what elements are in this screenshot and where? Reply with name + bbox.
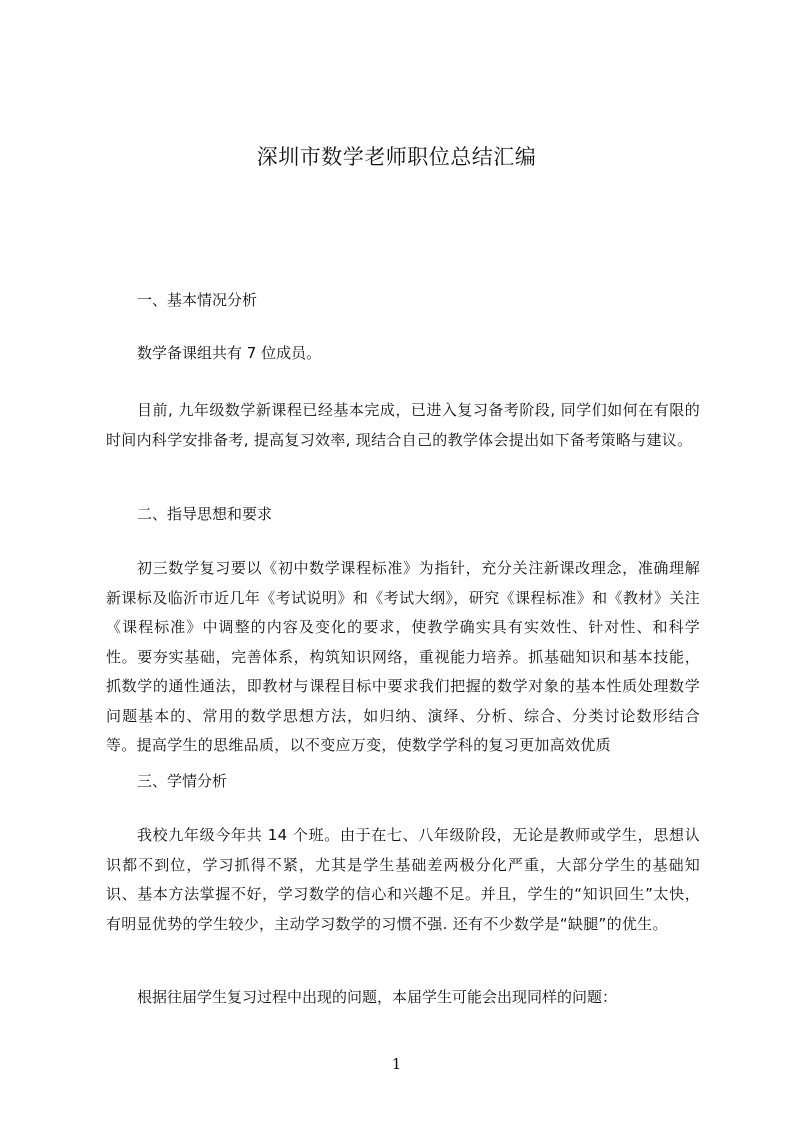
section-heading-3: 三、学情分析 (137, 772, 228, 790)
section-heading-2: 二、指导思想和要求 (137, 505, 273, 523)
section-3-paragraph-1: 我校九年级今年共 14 个班。由于在七、八年级阶段，无论是教师或学生，思想认识都不到位，学习抓得不紧，尤其是学生基础差两极分化严重，大部分学生的基础知识、基本方法掌握不好，学习数学的信心和兴趣不足。并且，学生的“知识回生”太快，有明显优势的学生较少，主动学习数学的习惯不强. 还有不少数学是“缺腿”的优生。 (106, 826, 700, 933)
section-1-paragraph-1: 数学备课组共有 7 位成员。 (137, 344, 322, 362)
section-1-paragraph-2: 目前, 九年级数学新课程已经基本完成，已进入复习备考阶段, 同学们如何在有限的时间内科学安排备考, 提高复习效率, 现结合自己的教学体会提出如下备考策略与建议。 (106, 401, 700, 449)
document-title: 深圳市数学老师职位总结汇编 (256, 145, 537, 169)
page-number: 1 (391, 1055, 402, 1073)
section-heading-1: 一、基本情况分析 (137, 291, 258, 309)
section-2-paragraph-1: 初三数学复习要以《初中数学课程标准》为指针，充分关注新课改理念，准确理解新课标及临沂市近几年《考试说明》和《考试大纲》，研究《课程标准》和《教材》关注《课程标准》中调整的内容及变化的要求，使教学确实具有实效性、针对性、和科学性。要夯实基础，完善体系，构筑知识网络，重视能力培养。抓基础知识和基本技能，抓数学的通性通法，即教材与课程目标中要求我们把握的数学对象的基本性质处理数学问题基本的、常用的数学思想方法，如归纳、演绎、分析、综合、分类讨论数形结合等。提高学生的思维品质，以不变应万变，使数学学科的复习更加高效优质 (106, 559, 700, 754)
section-3-paragraph-2: 根据往届学生复习过程中出现的问题，本届学生可能会出现同样的问题： (137, 988, 618, 1006)
